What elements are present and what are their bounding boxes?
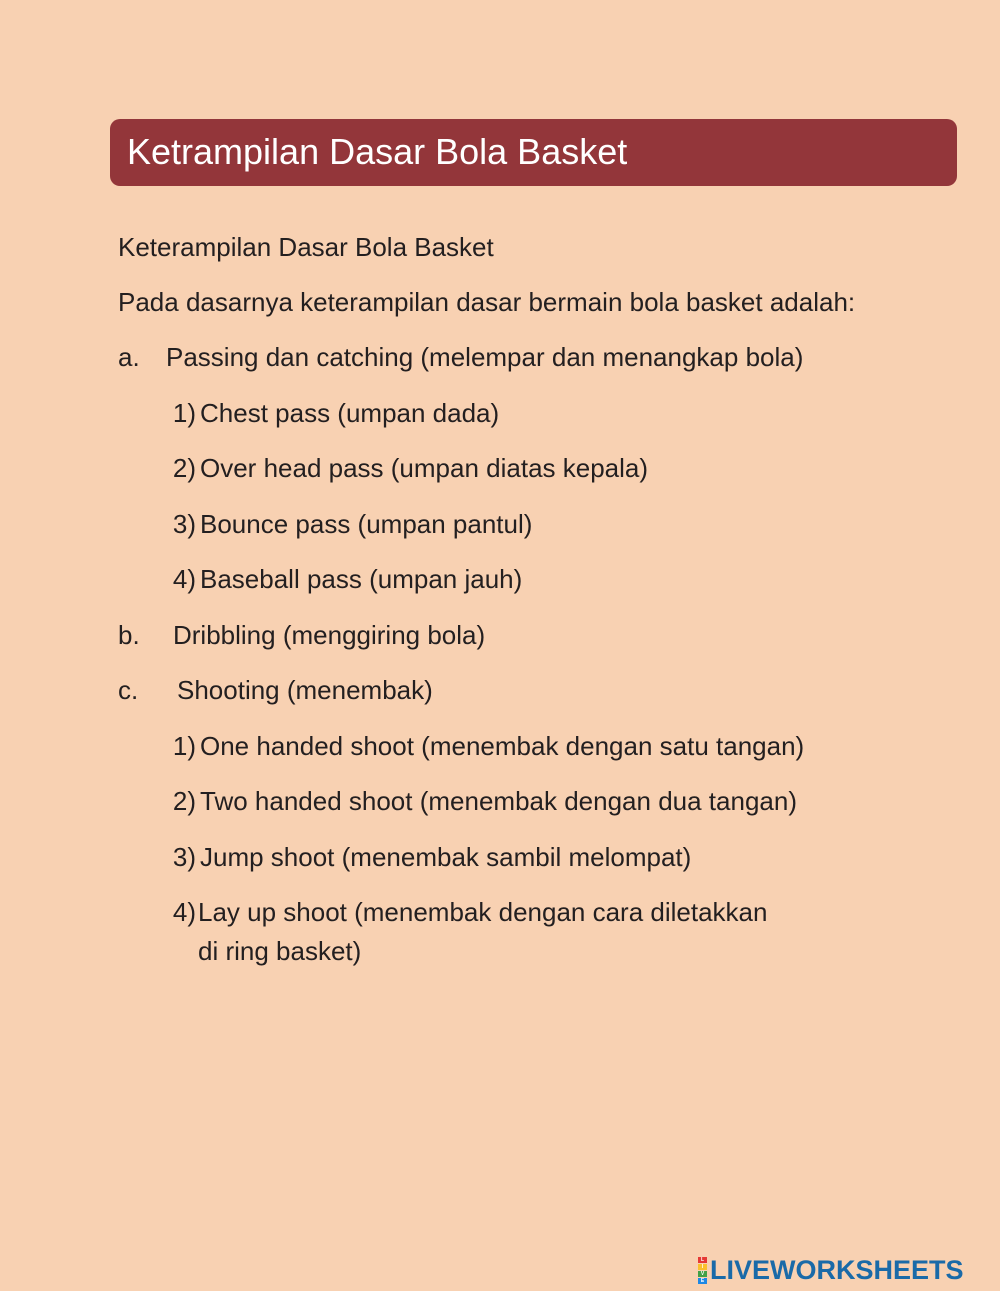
- intro-text: Pada dasarnya keterampilan dasar bermain bola basket adalah:: [118, 287, 856, 317]
- section-c-text: Shooting (menembak): [177, 675, 433, 705]
- list-item-number: 1): [172, 398, 196, 428]
- liveworksheets-logo: [698, 1256, 964, 1284]
- logo-square: E: [698, 1278, 707, 1284]
- list-item-number: 1): [172, 731, 196, 761]
- logo-text: LIVEWORKSHEETS: [710, 1254, 964, 1285]
- logo-square: I: [698, 1264, 707, 1270]
- title-bar: [110, 119, 957, 186]
- list-item-number: 3): [172, 842, 196, 872]
- list-item-continuation: di ring basket): [198, 936, 362, 966]
- heading: Keterampilan Dasar Bola Basket: [118, 232, 494, 262]
- section-b-text: Dribbling (menggiring bola): [173, 620, 486, 650]
- list-item-number: 4): [172, 897, 196, 927]
- list-item: Lay up shoot (menembak dengan cara diletakkan: [198, 897, 768, 927]
- section-a-marker: a.: [118, 342, 140, 372]
- logo-square: L: [698, 1257, 707, 1263]
- logo-mark-icon: [698, 1257, 707, 1284]
- list-item: Two handed shoot (menembak dengan dua tangan): [200, 786, 797, 816]
- logo-square: V: [698, 1271, 707, 1277]
- list-item-number: 4): [172, 564, 196, 594]
- list-item: Jump shoot (menembak sambil melompat): [200, 842, 692, 872]
- list-item-number: 2): [172, 453, 196, 483]
- section-b-marker: b.: [118, 620, 140, 650]
- list-item-number: 3): [172, 509, 196, 539]
- section-a-text: Passing dan catching (melempar dan menangkap bola): [166, 342, 804, 372]
- list-item-number: 2): [172, 786, 196, 816]
- section-c-marker: c.: [118, 675, 139, 705]
- page-title: Ketrampilan Dasar Bola Basket: [127, 130, 628, 172]
- list-item: Bounce pass (umpan pantul): [200, 509, 533, 539]
- list-item: Baseball pass (umpan jauh): [200, 564, 523, 594]
- list-item: Chest pass (umpan dada): [200, 398, 500, 428]
- list-item: One handed shoot (menembak dengan satu tangan): [200, 731, 805, 761]
- list-item: Over head pass (umpan diatas kepala): [200, 453, 649, 483]
